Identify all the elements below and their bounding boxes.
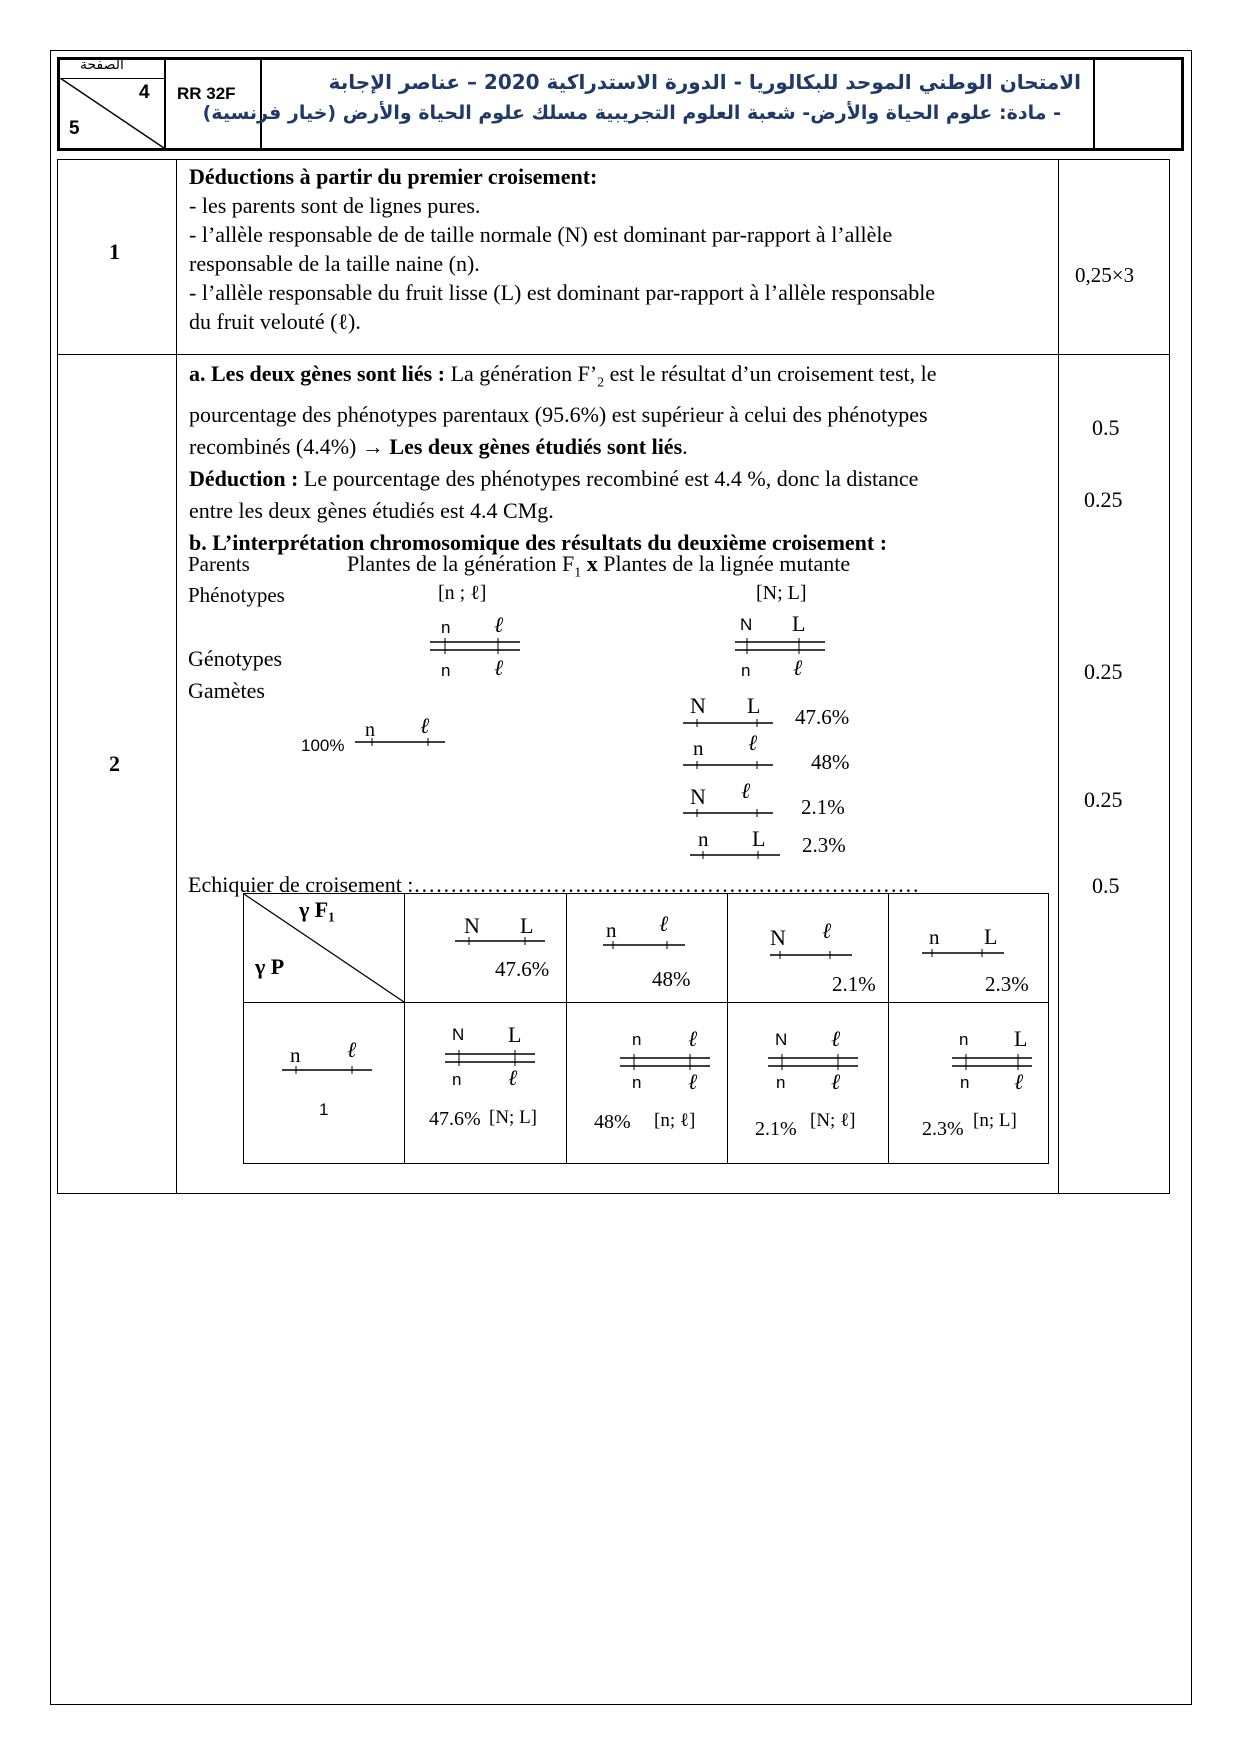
question-2-number: 2 — [109, 751, 120, 776]
col2-pct: 48% — [652, 967, 691, 991]
cell-allele: n — [632, 1030, 642, 1049]
cell-allele: n — [959, 1030, 969, 1049]
phenotype-left: [n ; ℓ] — [438, 582, 487, 604]
header-empty-box — [1093, 60, 1181, 148]
cell-allele: N — [452, 1025, 465, 1044]
cell-allele: N — [775, 1030, 788, 1049]
col1-pct: 47.6% — [495, 957, 550, 981]
question-1-score: 0,25×3 — [1075, 263, 1135, 287]
gamete-pct: 2.1% — [801, 795, 845, 819]
score-genotypes: 0.25 — [1084, 659, 1123, 684]
score-deduction: 0.25 — [1084, 487, 1123, 512]
score-echiquier: 0.5 — [1092, 873, 1120, 898]
cell-pct: 48% — [594, 1111, 631, 1133]
exam-code: RR 32F — [177, 84, 236, 103]
page-box — [60, 57, 166, 148]
cell-phenotype: [n; L] — [973, 1110, 1017, 1131]
row-allele-a: n — [290, 1043, 301, 1067]
score-gametes: 0.25 — [1084, 787, 1123, 812]
deduction-title: Déduction : — [189, 466, 299, 492]
allele-L: L — [752, 826, 766, 851]
cell-pct: 47.6% — [429, 1108, 481, 1130]
allele-n: n — [693, 736, 704, 760]
col4-allele-b: L — [984, 924, 998, 949]
question-1-answer — [189, 162, 935, 336]
gamete-left-pct: 100% — [301, 736, 345, 755]
page-total: 5 — [69, 118, 80, 139]
col2-allele-b: ℓ — [659, 911, 669, 936]
cell-allele: L — [508, 1022, 522, 1047]
cell-allele: ℓ — [831, 1026, 841, 1051]
allele-n: n — [698, 827, 709, 851]
allele-n: n — [741, 661, 751, 680]
allele-l: ℓ — [748, 730, 758, 755]
cell-allele: ℓ — [1014, 1069, 1024, 1094]
part-a-line: pourcentage des phénotypes parentaux (95.6%) est supérieur à celui des phénotypes — [189, 402, 928, 428]
cell-allele: ℓ — [508, 1065, 518, 1090]
genotypes-label: Génotypes — [188, 646, 283, 671]
cell-phenotype: [N; L] — [489, 1107, 538, 1128]
q1-title: Déductions à partir du premier croisement: — [189, 164, 598, 189]
allele-N: N — [740, 615, 753, 634]
allele-N: N — [690, 784, 706, 809]
col3-allele-b: ℓ — [822, 918, 832, 943]
col3-allele-a: N — [770, 925, 786, 950]
deduction-line: entre les deux gènes étudiés est 4.4 CMg. — [189, 498, 554, 524]
echiquier-label: Echiquier de croisement :…………………………………………………………… — [188, 872, 920, 897]
page-label: الصفحة — [80, 57, 124, 73]
gametes-label: Gamètes — [188, 678, 265, 703]
allele-L: L — [747, 693, 761, 718]
part-a-text: est le résultat d’un croisement test, le — [604, 361, 937, 386]
part-a-conclusion: Les deux gènes étudiés sont liés — [389, 434, 683, 460]
col2-allele-a: n — [606, 918, 617, 942]
parents-f1: Plantes de la génération F — [347, 551, 575, 576]
allele-n: n — [441, 661, 451, 680]
col4-pct: 2.3% — [985, 972, 1029, 996]
part-a-line: recombinés (4.4%) → — [189, 434, 390, 460]
cell-allele: n — [776, 1073, 786, 1092]
part-b-title: b. L’interprétation chromosomique des résultats du deuxième croisement : — [189, 530, 888, 556]
part-a-end: . — [682, 434, 688, 460]
q1-line: responsable de la taille naine (n). — [189, 251, 480, 276]
col1-allele-b: L — [520, 913, 534, 938]
row-frequency: 1 — [319, 1100, 329, 1119]
allele-l: ℓ — [494, 612, 504, 637]
allele-N: N — [690, 693, 706, 718]
parents-sub: 1 — [574, 565, 582, 581]
cell-pct: 2.1% — [755, 1118, 797, 1140]
parents-mutant: Plantes de la lignée mutante — [603, 551, 851, 576]
part-a-sub: 2 — [597, 375, 605, 391]
page-number: 4 — [139, 82, 150, 103]
header-title-line1: الامتحان الوطني الموحد للبكالوريا - الدورة الاستدراكية 2020 – عناصر الإجابة — [328, 70, 1081, 94]
deduction-text: Le pourcentage des phénotypes recombiné est 4.4 %, donc la distance — [298, 466, 919, 492]
parents-label: Parents — [188, 552, 250, 576]
cell-allele: n — [960, 1073, 970, 1092]
cross-x: x — [586, 551, 598, 576]
cell-allele: ℓ — [688, 1026, 698, 1051]
parents-cross — [347, 551, 850, 581]
header-title-line2: - مادة: علوم الحياة والأرض- شعبة العلوم التجريبية مسلك علوم الحياة والأرض (خيار فرنسية) — [202, 102, 1061, 124]
phenotype-right: [N; L] — [756, 582, 807, 604]
cell-allele: L — [1014, 1026, 1028, 1051]
allele-l: ℓ — [494, 655, 504, 680]
row-allele-b: ℓ — [347, 1037, 357, 1062]
cell-allele: n — [632, 1073, 642, 1092]
allele-l: ℓ — [793, 655, 803, 680]
cell-allele: ℓ — [688, 1069, 698, 1094]
gamete-pct: 47.6% — [795, 705, 850, 729]
gamete-pct: 48% — [811, 750, 850, 774]
col4-allele-a: n — [929, 925, 940, 949]
corner-gamete-f1: γ F₁ — [299, 897, 335, 922]
part-a-text: La génération F’ — [445, 361, 598, 386]
allele-n: n — [441, 618, 451, 637]
question-1-number: 1 — [109, 239, 120, 264]
q1-line: du fruit velouté (ℓ). — [189, 309, 361, 334]
cell-phenotype: [n; ℓ] — [654, 1110, 696, 1131]
col1-allele-a: N — [464, 913, 480, 938]
q1-line: - l’allèle responsable du fruit lisse (L) est dominant par-rapport à l’allèle responsable — [189, 280, 936, 305]
cell-pct: 2.3% — [922, 1118, 964, 1140]
cell-phenotype: [N; ℓ] — [810, 1110, 856, 1131]
q1-line: - l’allèle responsable de de taille normale (N) est dominant par-rapport à l’allèle — [189, 222, 893, 247]
cell-allele: n — [452, 1070, 462, 1089]
allele-L: L — [792, 611, 806, 636]
cell-allele: ℓ — [831, 1069, 841, 1094]
allele-l: ℓ — [420, 713, 430, 738]
question-2-part-a — [189, 358, 937, 559]
part-a-title: a. Les deux gènes sont liés : — [189, 361, 446, 386]
exam-header — [57, 57, 1184, 151]
header-chromosome — [770, 950, 852, 960]
corner-gamete-p: γ P — [255, 954, 285, 979]
allele-l: ℓ — [741, 778, 751, 803]
allele-n: n — [365, 719, 375, 741]
q1-line: - les parents sont de lignes pures. — [189, 193, 481, 218]
score-a: 0.5 — [1092, 415, 1120, 440]
gamete-pct: 2.3% — [802, 833, 846, 857]
phenotypes-label: Phénotypes — [188, 583, 285, 607]
col3-pct: 2.1% — [832, 972, 876, 996]
